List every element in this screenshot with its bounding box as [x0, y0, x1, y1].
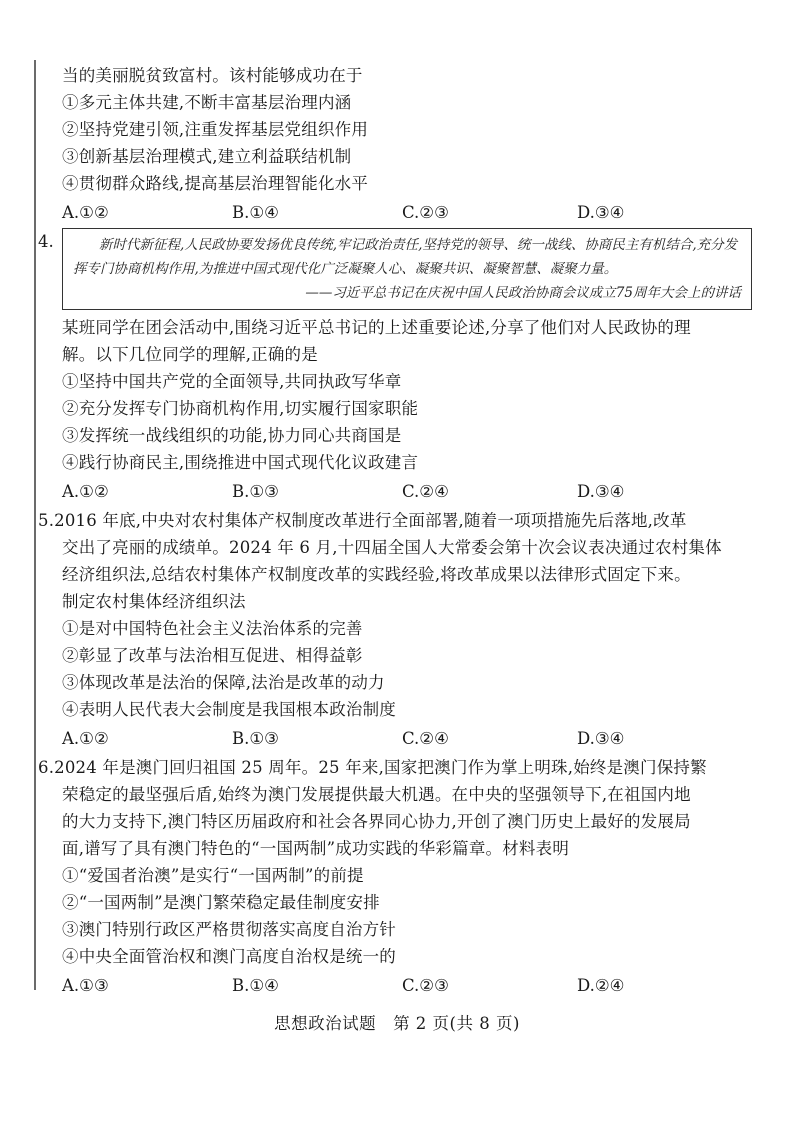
choice-d[interactable]: D.③④ — [577, 203, 625, 222]
question-5-choices — [62, 725, 762, 752]
question-6-choices — [62, 972, 762, 999]
question-4-header — [38, 228, 762, 310]
question-6-stem-line-2: 荣稳定的最坚强后盾,始终为澳门发展提供最大机遇。在中央的坚强领导下,在祖国内地 — [62, 785, 691, 804]
choice-a[interactable]: A.①③ — [62, 976, 109, 995]
question-4-option-1: ①坚持中国共产党的全面领导,共同执政写华章 — [62, 372, 402, 391]
question-6-option-1: ①“爱国者治澳”是实行“一国两制”的前提 — [62, 866, 364, 885]
question-5-stem-line-1: 5.2016 年底,中央对农村集体产权制度改革进行全面部署,随着一项项措施先后落地,改革 — [38, 511, 687, 530]
choice-c[interactable]: C.②③ — [402, 976, 449, 995]
choice-c[interactable]: C.②④ — [402, 482, 449, 501]
question-3-option-1: ①多元主体共建,不断丰富基层治理内涵 — [62, 93, 352, 112]
question-3-option-4: ④贯彻群众路线,提高基层治理智能化水平 — [62, 174, 369, 193]
page-footer: 思想政治试题 第 2 页(共 8 页) — [274, 1014, 520, 1033]
binding-margin-line — [34, 60, 36, 990]
question-5-option-4: ④表明人民代表大会制度是我国根本政治制度 — [62, 700, 396, 719]
page-content — [38, 62, 762, 1001]
question-5 — [38, 507, 762, 752]
question-4-option-2: ②充分发挥专门协商机构作用,切实履行国家职能 — [62, 399, 419, 418]
question-4-number: 4. — [38, 232, 54, 251]
question-5-option-2: ②彰显了改革与法治相互促进、相得益彰 — [62, 646, 363, 665]
question-4-option-3: ③发挥统一战线组织的功能,协力同心共商国是 — [62, 426, 402, 445]
quote-box — [62, 228, 752, 310]
question-6-option-2: ②“一国两制”是澳门繁荣稳定最佳制度安排 — [62, 893, 380, 912]
choice-b[interactable]: B.①③ — [232, 729, 279, 748]
choice-c[interactable]: C.②④ — [402, 729, 449, 748]
choice-a[interactable]: A.①② — [62, 729, 109, 748]
question-5-stem-line-2: 交出了亮丽的成绩单。2024 年 6 月,十四届全国人大常委会第十次会议表决通过农村集体 — [62, 538, 722, 557]
question-4 — [38, 228, 762, 505]
choice-b[interactable]: B.①③ — [232, 482, 279, 501]
choice-c[interactable]: C.②③ — [402, 203, 449, 222]
question-3-choices — [62, 199, 762, 226]
choice-a[interactable]: A.①② — [62, 203, 109, 222]
question-5-option-3: ③体现改革是法治的保障,法治是改革的动力 — [62, 673, 385, 692]
question-4-choices — [62, 478, 762, 505]
question-6-option-3: ③澳门特别行政区严格贯彻落实高度自治方针 — [62, 920, 396, 939]
choice-d[interactable]: D.③④ — [577, 482, 625, 501]
question-5-stem-line-3: 经济组织法,总结农村集体产权制度改革的实践经验,将改革成果以法律形式固定下来。 — [62, 565, 691, 584]
question-6-stem-line-3: 的大力支持下,澳门特区历届政府和社会各界同心协力,开创了澳门历史上最好的发展局 — [62, 812, 691, 831]
choice-d[interactable]: D.②④ — [577, 976, 625, 995]
choice-a[interactable]: A.①② — [62, 482, 109, 501]
question-3-stem: 当的美丽脱贫致富村。该村能够成功在于 — [62, 66, 363, 85]
question-3-option-2: ②坚持党建引领,注重发挥基层党组织作用 — [62, 120, 369, 139]
question-6-option-4: ④中央全面管治权和澳门高度自治权是统一的 — [62, 947, 396, 966]
question-6-stem-line-1: 6.2024 年是澳门回归祖国 25 周年。25 年来,国家把澳门作为掌上明珠,始终是澳门保持繁 — [38, 758, 707, 777]
choice-d[interactable]: D.③④ — [577, 729, 625, 748]
question-4-option-4: ④践行协商民主,围绕推进中国式现代化议政建言 — [62, 453, 419, 472]
question-5-stem-line-4: 制定农村集体经济组织法 — [62, 592, 246, 611]
question-6 — [38, 754, 762, 999]
question-4-stem-line-1: 某班同学在团会活动中,围绕习近平总书记的上述重要论述,分享了他们对人民政协的理 — [62, 318, 691, 337]
question-4-stem-line-2: 解。以下几位同学的理解,正确的是 — [62, 345, 318, 364]
question-5-option-1: ①是对中国特色社会主义法治体系的完善 — [62, 619, 363, 638]
question-3-option-3: ③创新基层治理模式,建立利益联结机制 — [62, 147, 352, 166]
question-6-stem-line-4: 面,谱写了具有澳门特色的“一国两制”成功实践的华彩篇章。材料表明 — [62, 839, 570, 858]
question-3 — [62, 62, 762, 226]
quote-source: ——习近平总书记在庆祝中国人民政治协商会议成立75周年大会上的讲话 — [305, 285, 741, 301]
choice-b[interactable]: B.①④ — [232, 976, 279, 995]
choice-b[interactable]: B.①④ — [232, 203, 279, 222]
quote-text: 新时代新征程,人民政协要发扬优良传统,牢记政治责任,坚持党的领导、统一战线、协商民主有机结合,充分发挥专门协商机构作用,为推进中国式现代化广泛凝聚人心、凝聚共识、凝聚智慧、凝聚力量。 — [73, 237, 738, 277]
